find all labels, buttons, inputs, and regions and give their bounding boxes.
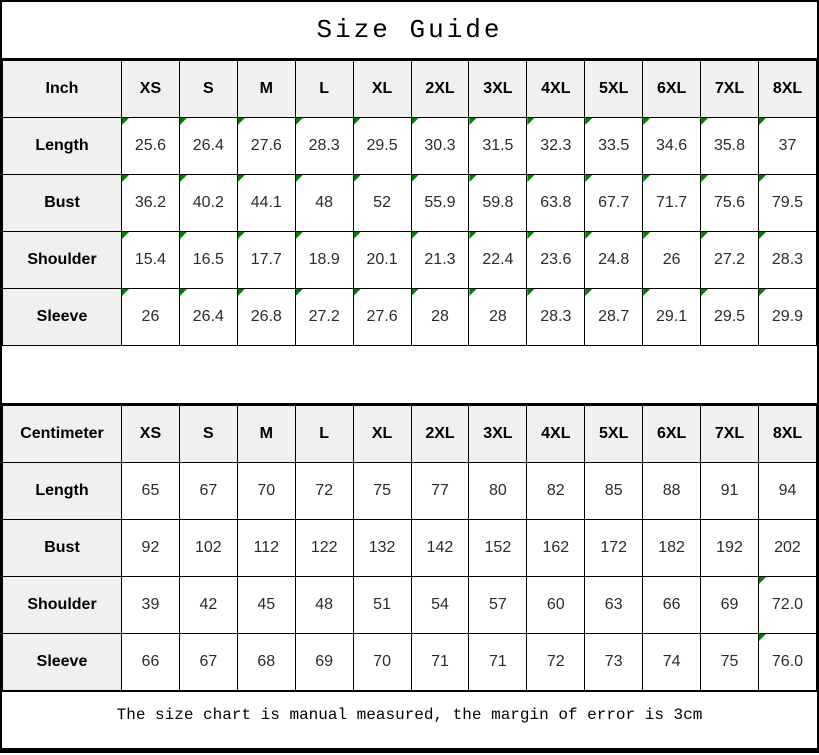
value-text: 34.6 [656, 137, 688, 154]
value-text: 71.7 [656, 194, 688, 211]
value-cell [353, 232, 411, 289]
value-cell [469, 463, 527, 520]
value-text: 182 [658, 539, 685, 556]
value-text: 17.7 [250, 251, 282, 268]
value-text: 45 [257, 596, 276, 613]
number-stored-as-text-flag-icon [527, 232, 534, 239]
number-stored-as-text-flag-icon [701, 118, 708, 125]
value-text: 60 [546, 596, 565, 613]
value-cell [585, 118, 643, 175]
value-text: 122 [310, 539, 338, 556]
value-text: 28.3 [308, 137, 340, 154]
value-text: 26.8 [250, 308, 282, 325]
number-stored-as-text-flag-icon [238, 118, 245, 125]
size-header-row [3, 406, 817, 463]
value-cell [758, 289, 816, 346]
number-stored-as-text-flag-icon [643, 118, 650, 125]
row-label-cell: Shoulder [3, 232, 122, 289]
value-cell [527, 175, 585, 232]
value-text: 162 [542, 539, 570, 556]
value-text: 24.8 [598, 251, 630, 268]
value-cell [295, 232, 353, 289]
value-text: 67.7 [598, 194, 630, 211]
number-stored-as-text-flag-icon [469, 289, 476, 296]
number-stored-as-text-flag-icon [412, 118, 419, 125]
value-text: 52 [373, 194, 391, 211]
value-cell [295, 463, 353, 520]
value-cell [122, 175, 180, 232]
value-text: 69 [315, 653, 334, 670]
value-cell [411, 175, 469, 232]
value-cell [353, 118, 411, 175]
value-cell [411, 634, 469, 691]
value-cell [527, 232, 585, 289]
value-text: 76.0 [771, 653, 804, 670]
number-stored-as-text-flag-icon [643, 175, 650, 182]
value-cell [411, 232, 469, 289]
value-cell [701, 463, 759, 520]
value-cell [585, 577, 643, 634]
value-text: 72.0 [771, 596, 804, 613]
value-text: 48 [315, 596, 334, 613]
measurement-row [3, 520, 817, 577]
value-text: 25.6 [134, 137, 167, 154]
size-header-cell: 2XL [411, 406, 469, 463]
value-text: 31.5 [482, 137, 514, 154]
value-text: 59.8 [482, 194, 514, 211]
size-header-cell: 7XL [701, 406, 759, 463]
number-stored-as-text-flag-icon [585, 118, 592, 125]
value-cell [353, 289, 411, 346]
value-cell [585, 463, 643, 520]
table-divider [2, 346, 817, 405]
number-stored-as-text-flag-icon [122, 118, 129, 125]
value-cell [527, 634, 585, 691]
value-text: 66 [141, 653, 160, 670]
row-label-cell: Bust [3, 175, 122, 232]
value-cell [469, 577, 527, 634]
row-label-cell: Shoulder [3, 577, 122, 634]
number-stored-as-text-flag-icon [585, 289, 592, 296]
value-cell [237, 634, 295, 691]
size-header-cell: 8XL [758, 61, 816, 118]
value-cell [179, 175, 237, 232]
value-cell [122, 577, 180, 634]
value-text: 21.3 [424, 251, 456, 268]
value-cell [179, 232, 237, 289]
number-stored-as-text-flag-icon [238, 289, 245, 296]
value-cell [758, 232, 816, 289]
value-text: 37 [778, 137, 797, 154]
value-cell [701, 118, 759, 175]
value-text: 63 [604, 596, 623, 613]
size-header-row [3, 61, 817, 118]
value-cell [179, 634, 237, 691]
number-stored-as-text-flag-icon [180, 289, 187, 296]
value-cell [643, 118, 701, 175]
value-text: 132 [368, 539, 396, 556]
value-cell [179, 289, 237, 346]
size-header-cell: L [295, 61, 353, 118]
value-text: 75 [720, 653, 739, 670]
value-text: 102 [195, 539, 222, 556]
size-header-cell: L [295, 406, 353, 463]
value-cell [237, 463, 295, 520]
value-cell [585, 634, 643, 691]
value-cell [122, 634, 180, 691]
value-cell [411, 520, 469, 577]
value-cell [643, 577, 701, 634]
value-cell [643, 232, 701, 289]
value-cell [353, 520, 411, 577]
number-stored-as-text-flag-icon [122, 175, 129, 182]
number-stored-as-text-flag-icon [759, 634, 766, 641]
value-text: 57 [488, 596, 507, 613]
value-cell [527, 463, 585, 520]
value-cell [237, 289, 295, 346]
number-stored-as-text-flag-icon [180, 175, 187, 182]
value-text: 51 [373, 596, 391, 613]
number-stored-as-text-flag-icon [701, 232, 708, 239]
number-stored-as-text-flag-icon [238, 232, 245, 239]
number-stored-as-text-flag-icon [643, 289, 650, 296]
number-stored-as-text-flag-icon [469, 175, 476, 182]
value-text: 30.3 [424, 137, 456, 154]
number-stored-as-text-flag-icon [759, 232, 766, 239]
value-cell [237, 577, 295, 634]
value-text: 27.2 [713, 251, 746, 268]
measurement-row [3, 118, 817, 175]
value-cell [122, 232, 180, 289]
size-header-cell: M [237, 61, 295, 118]
value-cell [237, 520, 295, 577]
value-cell [469, 175, 527, 232]
value-cell [643, 520, 701, 577]
value-text: 28 [488, 308, 507, 325]
value-cell [122, 118, 180, 175]
value-text: 75 [373, 482, 391, 499]
number-stored-as-text-flag-icon [585, 232, 592, 239]
value-text: 63.8 [540, 194, 572, 211]
value-cell [122, 289, 180, 346]
row-label-cell: Sleeve [3, 289, 122, 346]
value-text: 33.5 [598, 137, 630, 154]
value-text: 15.4 [134, 251, 167, 268]
value-text: 29.5 [713, 308, 746, 325]
inch-size-table [2, 60, 817, 346]
value-text: 77 [431, 482, 449, 499]
value-text: 70 [373, 653, 391, 670]
value-text: 22.4 [482, 251, 514, 268]
measurement-row [3, 463, 817, 520]
value-cell [179, 463, 237, 520]
number-stored-as-text-flag-icon [585, 175, 592, 182]
value-cell [122, 463, 180, 520]
size-header-cell: 5XL [585, 406, 643, 463]
value-cell [701, 634, 759, 691]
value-cell [353, 175, 411, 232]
number-stored-as-text-flag-icon [759, 289, 766, 296]
value-text: 28 [431, 308, 449, 325]
value-text: 27.6 [250, 137, 282, 154]
value-cell [701, 232, 759, 289]
value-text: 39 [141, 596, 160, 613]
number-stored-as-text-flag-icon [180, 118, 187, 125]
size-header-cell: 6XL [643, 406, 701, 463]
size-header-cell: 8XL [758, 406, 816, 463]
number-stored-as-text-flag-icon [701, 175, 708, 182]
value-text: 35.8 [713, 137, 746, 154]
row-label-cell: Bust [3, 520, 122, 577]
size-header-cell: S [179, 61, 237, 118]
value-text: 18.9 [308, 251, 340, 268]
value-cell [758, 577, 816, 634]
unit-header-cell: Inch [3, 61, 122, 118]
value-text: 32.3 [540, 137, 572, 154]
size-header-cell: 4XL [527, 61, 585, 118]
value-cell [179, 520, 237, 577]
value-cell [411, 577, 469, 634]
number-stored-as-text-flag-icon [354, 232, 361, 239]
value-text: 26.4 [192, 137, 224, 154]
number-stored-as-text-flag-icon [469, 118, 476, 125]
size-header-cell: 4XL [527, 406, 585, 463]
value-cell [353, 577, 411, 634]
value-cell [758, 118, 816, 175]
value-text: 71 [488, 653, 507, 670]
value-cell [758, 634, 816, 691]
number-stored-as-text-flag-icon [527, 118, 534, 125]
number-stored-as-text-flag-icon [527, 175, 534, 182]
size-header-cell: S [179, 406, 237, 463]
value-text: 72 [315, 482, 334, 499]
value-cell [353, 634, 411, 691]
row-label-cell: Length [3, 463, 122, 520]
number-stored-as-text-flag-icon [643, 232, 650, 239]
number-stored-as-text-flag-icon [759, 175, 766, 182]
number-stored-as-text-flag-icon [759, 118, 766, 125]
value-cell [758, 463, 816, 520]
size-header-cell: M [237, 406, 295, 463]
number-stored-as-text-flag-icon [354, 118, 361, 125]
number-stored-as-text-flag-icon [122, 232, 129, 239]
number-stored-as-text-flag-icon [412, 175, 419, 182]
value-text: 142 [426, 539, 454, 556]
value-cell [643, 463, 701, 520]
value-cell [179, 118, 237, 175]
value-text: 29.9 [771, 308, 804, 325]
size-header-cell: 7XL [701, 61, 759, 118]
value-text: 112 [253, 539, 280, 556]
number-stored-as-text-flag-icon [412, 232, 419, 239]
number-stored-as-text-flag-icon [527, 289, 534, 296]
value-text: 36.2 [134, 194, 167, 211]
value-cell [411, 289, 469, 346]
value-cell [701, 577, 759, 634]
value-cell [585, 175, 643, 232]
number-stored-as-text-flag-icon [122, 289, 129, 296]
value-text: 82 [546, 482, 565, 499]
value-text: 65 [141, 482, 160, 499]
value-cell [411, 118, 469, 175]
value-cell [527, 520, 585, 577]
value-cell [469, 634, 527, 691]
value-cell [585, 289, 643, 346]
size-header-cell: XS [122, 406, 180, 463]
value-text: 172 [600, 539, 628, 556]
number-stored-as-text-flag-icon [354, 289, 361, 296]
value-text: 29.1 [656, 308, 688, 325]
value-cell [179, 577, 237, 634]
value-text: 54 [431, 596, 449, 613]
measurement-row [3, 232, 817, 289]
value-cell [295, 175, 353, 232]
value-text: 79.5 [771, 194, 804, 211]
value-text: 71 [431, 653, 449, 670]
value-cell [701, 520, 759, 577]
value-cell [527, 577, 585, 634]
value-text: 85 [604, 482, 623, 499]
value-cell [122, 520, 180, 577]
value-text: 70 [257, 482, 276, 499]
value-text: 26 [662, 251, 681, 268]
value-text: 75.6 [713, 194, 746, 211]
size-header-cell: XL [353, 61, 411, 118]
value-text: 67 [199, 482, 218, 499]
value-text: 91 [720, 482, 739, 499]
value-text: 26 [141, 308, 160, 325]
value-text: 192 [716, 539, 743, 556]
value-text: 73 [604, 653, 623, 670]
footer-note: The size chart is manual measured, the margin of error is 3cm [2, 691, 817, 738]
size-header-cell: 3XL [469, 61, 527, 118]
value-text: 92 [141, 539, 160, 556]
value-text: 42 [199, 596, 218, 613]
size-header-cell: XL [353, 406, 411, 463]
value-text: 29.5 [366, 137, 398, 154]
value-cell [701, 289, 759, 346]
size-header-cell: 5XL [585, 61, 643, 118]
value-text: 16.5 [192, 251, 224, 268]
number-stored-as-text-flag-icon [412, 289, 419, 296]
number-stored-as-text-flag-icon [296, 118, 303, 125]
value-cell [295, 118, 353, 175]
number-stored-as-text-flag-icon [759, 577, 766, 584]
value-text: 69 [720, 596, 739, 613]
value-cell [527, 118, 585, 175]
value-text: 66 [662, 596, 681, 613]
value-cell [701, 175, 759, 232]
value-text: 48 [315, 194, 334, 211]
value-cell [469, 289, 527, 346]
value-text: 74 [662, 653, 681, 670]
size-header-cell: XS [122, 61, 180, 118]
page-title: Size Guide [2, 2, 817, 60]
size-header-cell: 6XL [643, 61, 701, 118]
value-cell [353, 463, 411, 520]
value-text: 28.3 [771, 251, 804, 268]
number-stored-as-text-flag-icon [238, 175, 245, 182]
value-cell [758, 520, 816, 577]
size-header-cell: 2XL [411, 61, 469, 118]
value-cell [469, 520, 527, 577]
value-text: 44.1 [250, 194, 282, 211]
number-stored-as-text-flag-icon [469, 232, 476, 239]
value-cell [643, 634, 701, 691]
value-cell [237, 118, 295, 175]
centimeter-size-table [2, 405, 817, 691]
value-text: 28.7 [598, 308, 630, 325]
number-stored-as-text-flag-icon [180, 232, 187, 239]
value-text: 55.9 [424, 194, 456, 211]
value-text: 27.2 [308, 308, 340, 325]
value-cell [469, 232, 527, 289]
value-cell [237, 175, 295, 232]
row-label-cell: Sleeve [3, 634, 122, 691]
unit-header-cell: Centimeter [3, 406, 122, 463]
measurement-row [3, 175, 817, 232]
value-cell [527, 289, 585, 346]
value-cell [643, 175, 701, 232]
value-text: 28.3 [540, 308, 572, 325]
measurement-row [3, 577, 817, 634]
value-cell [295, 634, 353, 691]
measurement-row [3, 634, 817, 691]
value-text: 40.2 [192, 194, 224, 211]
value-cell [585, 520, 643, 577]
value-text: 67 [199, 653, 218, 670]
value-text: 23.6 [540, 251, 572, 268]
value-cell [295, 289, 353, 346]
value-cell [295, 577, 353, 634]
value-text: 68 [257, 653, 276, 670]
value-cell [237, 232, 295, 289]
value-text: 152 [484, 539, 512, 556]
size-header-cell: 3XL [469, 406, 527, 463]
number-stored-as-text-flag-icon [296, 289, 303, 296]
number-stored-as-text-flag-icon [354, 175, 361, 182]
value-text: 80 [488, 482, 507, 499]
number-stored-as-text-flag-icon [296, 232, 303, 239]
number-stored-as-text-flag-icon [296, 175, 303, 182]
value-cell [295, 520, 353, 577]
value-cell [411, 463, 469, 520]
value-text: 20.1 [366, 251, 398, 268]
value-cell [469, 118, 527, 175]
value-text: 26.4 [192, 308, 224, 325]
row-label-cell: Length [3, 118, 122, 175]
value-text: 94 [778, 482, 797, 499]
measurement-row [3, 289, 817, 346]
value-text: 72 [546, 653, 565, 670]
value-cell [643, 289, 701, 346]
number-stored-as-text-flag-icon [701, 289, 708, 296]
value-text: 27.6 [366, 308, 398, 325]
value-text: 202 [774, 539, 801, 556]
value-cell [585, 232, 643, 289]
value-cell [758, 175, 816, 232]
value-text: 88 [662, 482, 681, 499]
